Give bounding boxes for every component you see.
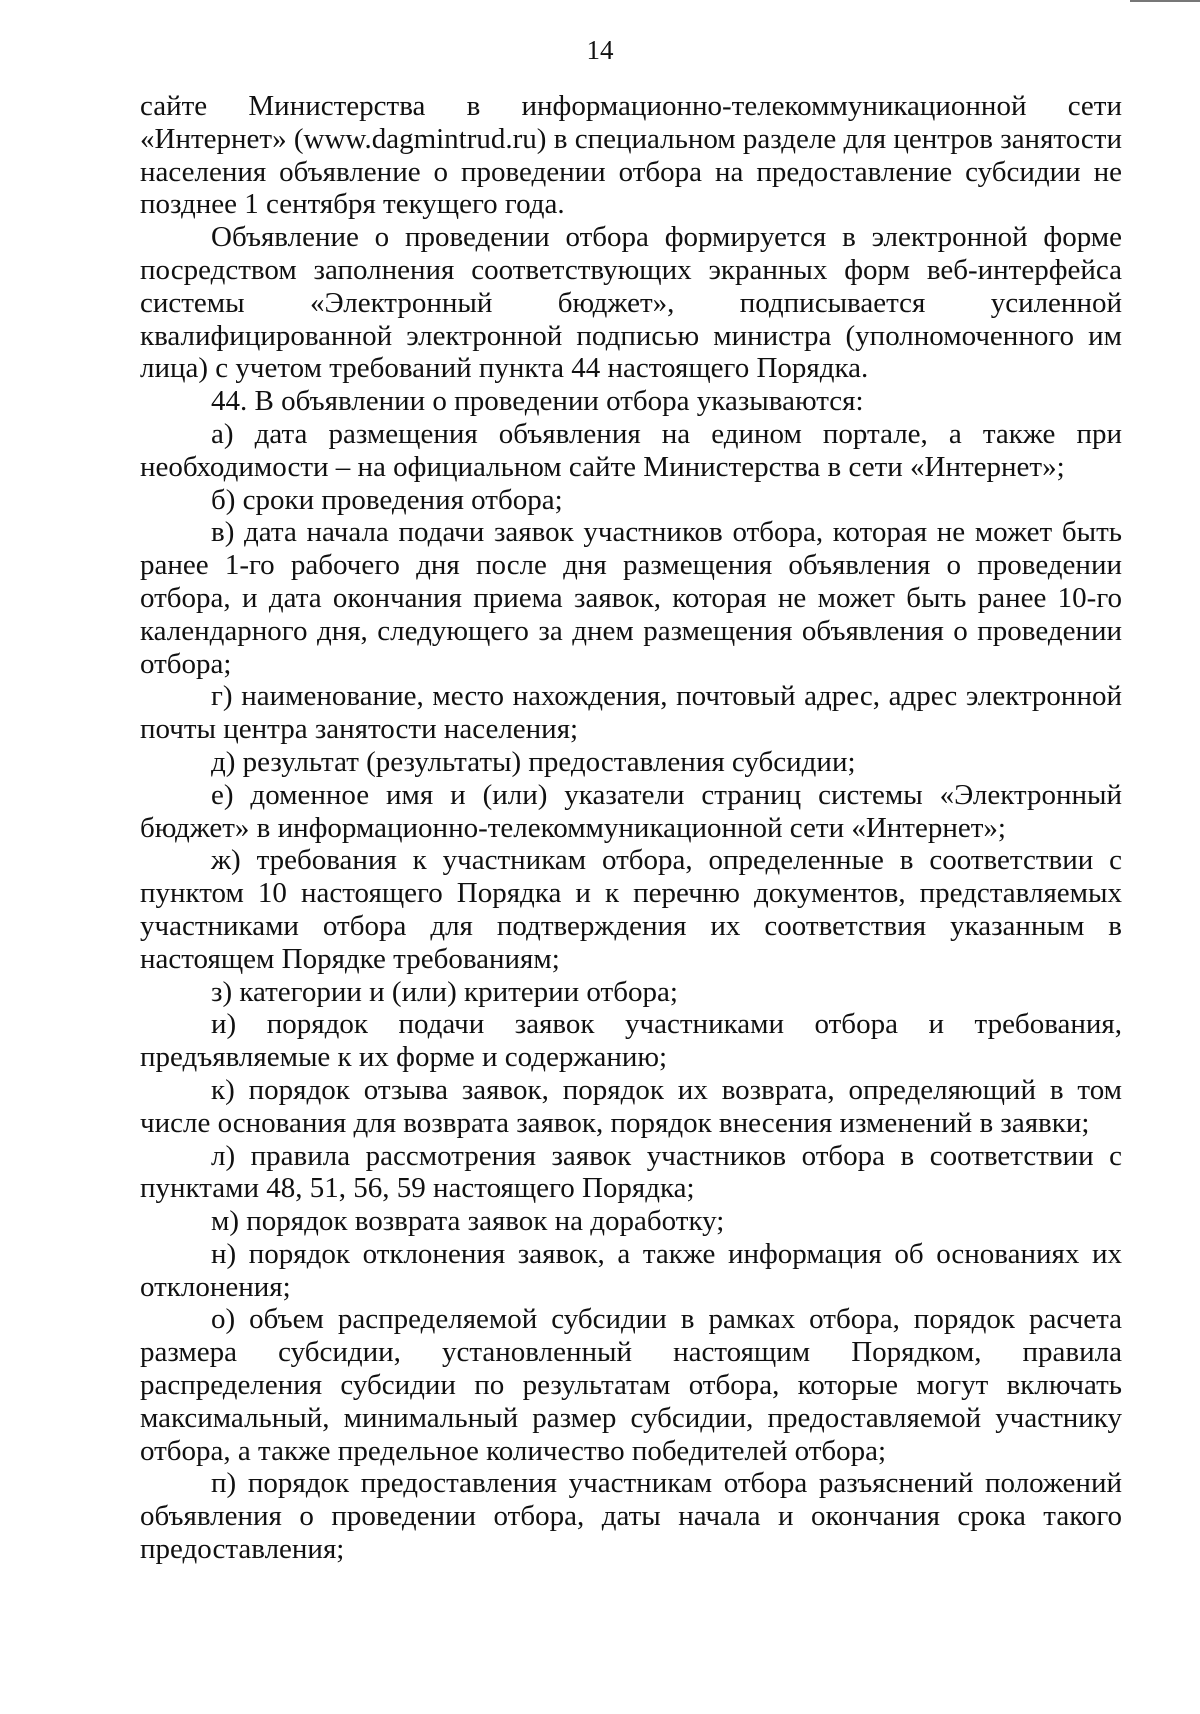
list-item-p: п) порядок предоставления участникам отбора разъяснений положений объявления о проведении отбора, даты начала и окончания срока такого предоставления; (140, 1467, 1122, 1566)
list-item-o: о) объем распределяемой субсидии в рамках отбора, порядок расчета размера субсидии, установленный настоящим Порядком, правила распределения субсидии по результатам отбора, которые могут включать максимальный, минимальный размер субсидии, предоставляемой участнику отбора, а также предельное количество победителей отбора; (140, 1303, 1122, 1467)
list-item-k: к) порядок отзыва заявок, порядок их возврата, определяющий в том числе основания для возврата заявок, порядок внесения изменений в заявки; (140, 1073, 1122, 1139)
list-item-b: б) сроки проведения отбора; (211, 483, 563, 516)
list-item-g: г) наименование, место нахождения, почтовый адрес, адрес электронной почты центра занятости населения; (140, 680, 1122, 746)
list-item-zh: ж) требования к участникам отбора, определенные в соответствии с пунктом 10 настоящего Порядка и к перечню документов, представляемых участниками отбора для подтверждения их соответствия указанным в настоящем Порядке требованиям; (140, 844, 1122, 975)
list-item-a: а) дата размещения объявления на едином портале, а также при необходимости – на официальном сайте Министерства в сети «Интернет»; (140, 417, 1122, 483)
list-item-i: и) порядок подачи заявок участниками отбора и требования, предъявляемые к их форме и содержанию; (140, 1008, 1122, 1074)
list-item-d: д) результат (результаты) предоставления субсидии; (211, 745, 856, 778)
page-number: 14 (586, 35, 614, 65)
list-item-l: л) правила рассмотрения заявок участников отбора в соответствии с пунктами 48, 51, 56, 59 настоящего Порядка; (140, 1139, 1122, 1205)
list-item-z: з) категории и (или) критерии отбора; (211, 975, 678, 1008)
list-item-n: н) порядок отклонения заявок, а также информация об основаниях их отклонения; (140, 1237, 1122, 1303)
list-item-e: е) доменное имя и (или) указатели страниц системы «Электронный бюджет» в информационно-телекоммуникационной сети «Интернет»; (140, 778, 1122, 844)
paragraph-continuation: сайте Министерства в информационно-телекоммуникационной сети «Интернет» (www.dagmintrud.ru) в специальном разделе для центров занятости населения объявление о проведении отбора на предоставление субсидии не позднее 1 сентября текущего года. (140, 90, 1122, 221)
paragraph-announcement-form: Объявление о проведении отбора формируется в электронной форме посредством заполнения соответствующих экранных форм веб-интерфейса системы «Электронный бюджет», подписывается усиленной квалифицированной электронной подписью министра (уполномоченного им лица) с учетом требований пункта 44 настоящего Порядка. (140, 221, 1122, 385)
document-body (140, 90, 1122, 1566)
scan-edge-mark (1130, 0, 1200, 2)
paragraph-item-44: 44. В объявлении о проведении отбора указываются: (211, 385, 864, 418)
list-item-m: м) порядок возврата заявок на доработку; (211, 1205, 725, 1238)
list-item-v: в) дата начала подачи заявок участников отбора, которая не может быть ранее 1-го рабочего дня после дня размещения объявления о проведении отбора, и дата окончания приема заявок, которая не может быть ранее 10-го календарного дня, следующего за днем размещения объявления о проведении отбора; (140, 516, 1122, 680)
